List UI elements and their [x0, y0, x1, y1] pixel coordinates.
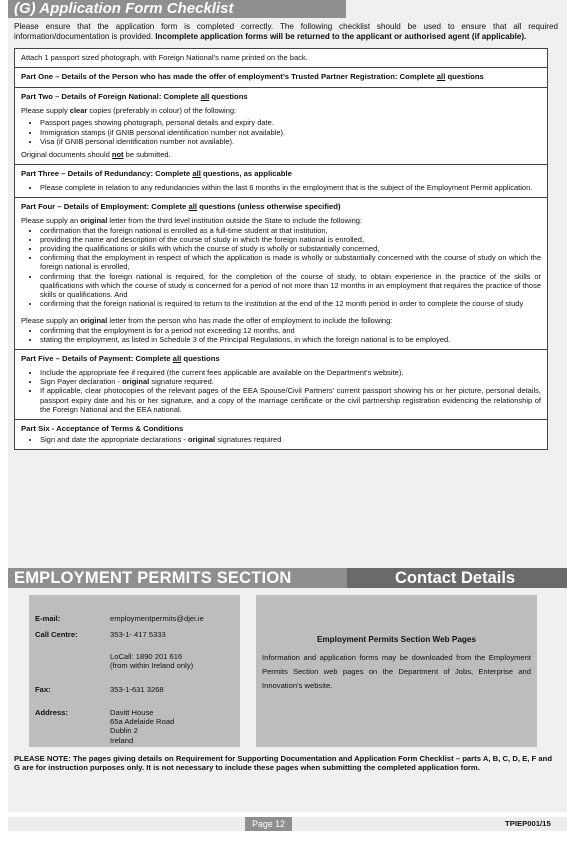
list-item: • Immigration stamps (if GNIB personal identification number not available).: [40, 128, 541, 137]
original-note-text: Original documents should: [21, 150, 112, 160]
part-three-heading-text: Part Three – Details of Redundancy: Complete: [21, 169, 193, 179]
sign-text: Sign and date the appropriate declarations -: [40, 435, 189, 445]
part-four-heading: [21, 202, 541, 212]
part-five-heading: [21, 354, 541, 364]
list-item: • confirming that the employment is for a period not exceeding 12 months, and: [40, 326, 541, 335]
lead-one-text: Please supply an: [21, 216, 81, 226]
sign-tail: signatures required: [215, 435, 282, 445]
part-two-lead-text: Please supply: [21, 106, 70, 116]
part-five-heading-tail: questions: [181, 354, 220, 364]
part-four-list-two: [21, 326, 541, 344]
callcentre-number: 353-1- 417 5333: [110, 630, 166, 639]
list-item: • Passport pages showing photograph, personal details and expiry date.: [40, 118, 541, 127]
intro-text: Please ensure that the application form is completed correctly. The following checklist should be used to ensure that all required information/documentation is provided.: [14, 22, 558, 41]
list-item: • Include the appropriate fee if required (the current fees applicable are available on the Department’s website).: [40, 368, 541, 377]
fax-number: 353-1-631 3268: [110, 685, 164, 694]
part-one-heading: [21, 72, 541, 82]
part-one-row: [15, 67, 547, 87]
email-label: E-mail:: [35, 614, 61, 623]
part-four-heading-emphasis: all: [188, 202, 198, 212]
contact-details-box: [29, 595, 240, 747]
document-code: TPIEP001/15: [505, 819, 551, 828]
part-two-heading-emphasis: all: [200, 92, 210, 102]
locall-note: (from within Ireland only): [110, 661, 194, 671]
address-line: Dublin 2: [110, 726, 138, 736]
locall-number: [110, 652, 235, 670]
part-six-row: [15, 419, 547, 449]
part-two-lead: [21, 106, 541, 115]
lead-two-tail: letter from the person who has made the offer of employment to include the following:: [107, 316, 393, 326]
original-note-emphasis: not: [111, 150, 124, 160]
list-item: • If applicable, clear photocopies of the relevant pages of the EEA Spouse/Civil Partners’ current passport showing his or her picture, personal details, passport expiry date and his or her signature, and a copy of the marriage certificate or the civil partnership registration evidencing the relationship of the Foreign National and the EEA national.: [40, 386, 541, 414]
photo-instruction: Attach 1 passport sized photograph, with Foreign National’s name printed on the back.: [21, 53, 308, 62]
list-item: • providing the qualifications or skills with which the course of study is wholly or substantially concerned,: [40, 244, 541, 253]
please-note: PLEASE NOTE: The pages giving details on Requirement for Supporting Documentation and Application Form Checklist – parts A, B, C, D, E, F and G are for instruction purposes only. It is not necessary to include these pages when submitting the completed application form.: [14, 754, 553, 773]
list-item: • stating the employment, as listed in Schedule 3 of the Principal Regulations, in which the foreign national is to be employed.: [40, 335, 541, 344]
intro-warning: Incomplete application forms will be returned to the applicant or authorised agent (if applicable).: [155, 32, 527, 41]
list-item: • confirming that the foreign national is required to return to the institution at the end of the 12 month period in order to complete the course of study: [40, 299, 541, 308]
part-two-lead-bold: clear: [69, 106, 88, 116]
web-pages-text: Information and application forms may be downloaded from the Employment Permits Section web pages on the Department of Jobs, Enterprise and Innovation’s website.: [262, 653, 531, 690]
web-pages-box: [256, 595, 537, 747]
list-item: • confirming that the employment in respect of which the application is made is wholly or substantially concerned with the course of study on which the foreign national is enrolled,: [40, 253, 541, 271]
part-five-list: [21, 368, 541, 414]
address-line: Ireland: [110, 735, 134, 745]
address-label: Address:: [35, 708, 68, 717]
list-item: • Please complete in relation to any redundancies within the last 6 months in the employment that is the subject of the Employment Permit application.: [40, 183, 541, 192]
part-three-heading-emphasis: all: [192, 169, 201, 179]
list-item: [40, 435, 541, 444]
part-five-heading-emphasis: all: [172, 354, 182, 364]
lead-two-text: Please supply an: [21, 316, 81, 326]
checklist-table: [14, 48, 548, 450]
list-item: • confirming that the foreign national is required, for the completion of the course of study, to obtain experience in the practice of the skills or qualifications with which the course of study is concerned for a period of not more than 12 months in an employment that requires the practice of those skills or qualifications. And: [40, 272, 541, 300]
page-title: (G) Application Form Checklist: [8, 0, 346, 18]
payer-text: Sign Payer declaration -: [40, 377, 123, 387]
lead-two-bold: original: [80, 316, 108, 326]
address-line: Davitt House: [110, 708, 154, 717]
email-link[interactable]: employmentpermits@djei.ie: [110, 614, 204, 623]
part-six-heading: Part Six - Acceptance of Terms & Conditions: [21, 424, 184, 434]
original-note-tail: be submitted.: [123, 150, 171, 160]
part-four-row: [15, 197, 547, 349]
part-two-original-note: [21, 150, 541, 159]
part-one-heading-text: Part One – Details of the Person who has made the offer of employment’s Trusted Partner Registration: Complete: [21, 72, 437, 82]
web-pages-heading: Employment Permits Section Web Pages: [316, 635, 477, 644]
part-two-list: [21, 118, 541, 146]
sign-bold: original: [188, 435, 216, 445]
contact-title-bar: Contact Details: [347, 568, 567, 588]
list-item: • Visa (if GNIB personal identification number not available).: [40, 137, 541, 146]
part-four-list-one: [21, 226, 541, 309]
list-item: • confirmation that the foreign national is enrolled as a full-time student at that institution,: [40, 226, 541, 235]
part-three-heading-tail: questions, as applicable: [200, 169, 292, 179]
part-four-lead-one: [21, 216, 541, 225]
part-four-lead-two: [21, 316, 541, 325]
lead-one-bold: original: [80, 216, 108, 226]
part-two-row: [15, 87, 547, 164]
part-two-heading: [21, 92, 541, 102]
intro-paragraph: [14, 22, 558, 42]
address-lines: [110, 708, 235, 745]
list-item: • providing the name and description of the course of study in which the foreign national is enrolled,: [40, 235, 541, 244]
part-three-list: [21, 183, 541, 192]
part-one-heading-emphasis: all: [436, 72, 446, 82]
part-four-heading-tail: questions (unless otherwise specified): [197, 202, 341, 212]
list-item: [40, 377, 541, 386]
part-three-row: [15, 164, 547, 197]
lead-one-tail: letter from the third level institution outside the State to include the following:: [107, 216, 363, 226]
part-two-heading-text: Part Two – Details of Foreign National: Complete: [21, 92, 201, 102]
fax-label: Fax:: [35, 685, 51, 694]
part-one-heading-tail: questions: [445, 72, 484, 82]
part-six-list: [21, 435, 541, 444]
address-line: 65a Adelaide Road: [110, 717, 175, 727]
part-four-heading-text: Part Four – Details of Employment: Complete: [21, 202, 189, 212]
payer-bold: original: [122, 377, 150, 387]
payer-tail: signature required.: [149, 377, 214, 387]
part-five-heading-text: Part Five – Details of Payment: Complete: [21, 354, 173, 364]
part-two-lead-tail: copies (preferably in colour) of the following:: [87, 106, 237, 116]
page-number: Page 12: [245, 817, 292, 831]
section-title-bar: EMPLOYMENT PERMITS SECTION: [8, 568, 347, 588]
part-five-row: [15, 349, 547, 419]
part-two-heading-tail: questions: [209, 92, 248, 102]
locall-line: LoCall: 1890 201 616: [110, 652, 183, 661]
callcentre-label: Call Centre:: [35, 630, 78, 639]
part-three-heading: [21, 169, 541, 179]
photo-row: [15, 49, 547, 67]
